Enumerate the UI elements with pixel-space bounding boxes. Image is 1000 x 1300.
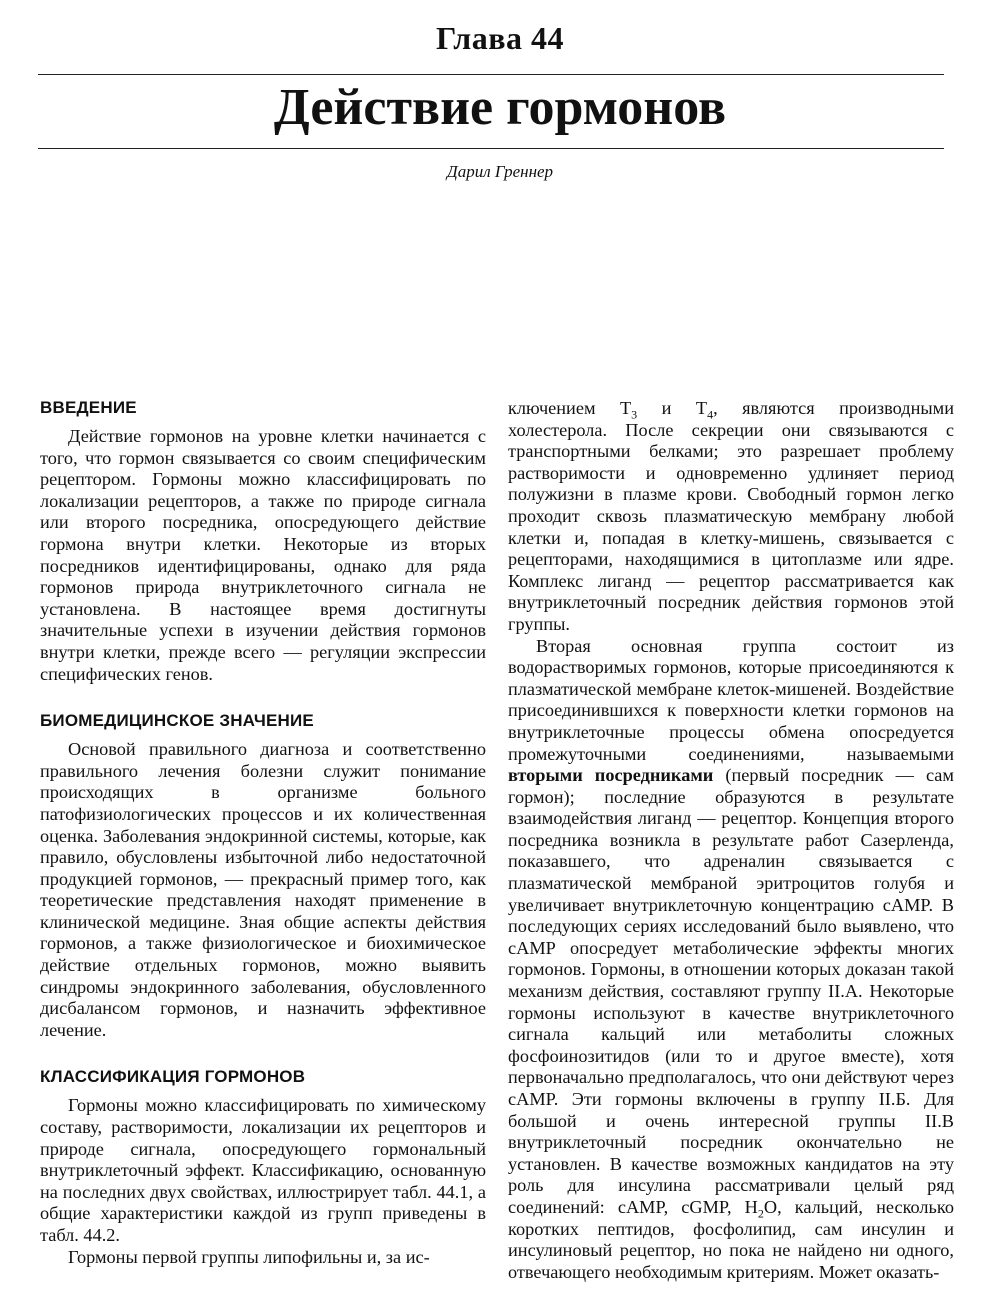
chapter-number: Глава 44 [436,20,564,56]
section-heading-biomedical: БИОМЕДИЦИНСКОЕ ЗНАЧЕНИЕ [40,711,314,731]
chapter-title: Действие гормонов [273,79,727,136]
left-column [40,398,486,1268]
top-rule [38,74,944,75]
classification-paragraph: Гормоны можно классифицировать по химическому составу, растворимости, локализации их рецепторов и природе сигнала, опосредующего гормональный внутриклеточный эффект. Классификацию, основанную на последних двух свойствах, иллюстрирует табл. 44.1, а общие характеристики каждой из групп приведены в табл. 44.2. [40,1095,486,1245]
second-messengers-term: вторыми посредниками [508,765,714,786]
bottom-rule [38,148,944,149]
right-column [508,398,954,1283]
continued-paragraph: ключением $T_3$ и $T_4$, являются производными холестерола. После секреции они связываются с транспортными белками; это разрешает проблему растворимости и одновременно удлиняет период полужизни в плазме крови. Свободный гормон легко проходит сквозь плазматическую мембрану любой клетки и, попадая в клетку-мишень, связывается с рецепторами, находящимися в цитоплазме или ядре. Комплекс лиганд — рецептор рассматривается как внутриклеточный посредник действия гормонов этой группы. [508,398,954,634]
intro-paragraph: Действие гормонов на уровне клетки начинается с того, что гормон связывается со своим специфическим рецептором. Гормоны можно классифицировать по локализации рецепторов, а также по природе сигнала или второго посредника, опосредующего действие гормона внутри клетки. Некоторые из вторых посредников идентифицированы, однако для ряда гормонов природа внутриклеточного сигнала не установлена. В настоящее время достигнуты значительные успехи в изучении действия гормонов внутри клетки, прежде всего — регуляции экспрессии специфических генов. [40,426,486,684]
author-name: Дарил Греннер [446,162,554,181]
second-group-paragraph: Вторая основная группа состоит из водорастворимых гормонов, которые присоединяются к плазматической мембране клеток-мишеней. Воздействие присоединившихся к поверхности клетки гормонов на внутриклеточные процессы обмена опосредуется промежуточными соединениями, называемыми вторыми посредниками (первый посредник — сам гормон); последние образуются в результате взаимодействия лиганд — рецептор. Концепция второго посредника возникла в результате работ Сазерленда, показавшего, что адреналин связывается с плазматической мембраной эритроцитов голубя и увеличивает внутриклеточную концентрацию cAMP. В последующих сериях исследований было выявлено, что cAMP опосредует метаболические эффекты многих гормонов. Гормоны, в отношении которых доказан такой механизм действия, составляют группу II.A. Некоторые гормоны используют в качестве внутриклеточного сигнала кальций или метаболиты сложных фосфоинозитидов (или то и другое вместе), хотя первоначально предполагалось, что они действуют через cAMP. Эти гормоны включены в группу II.Б. Для большой и очень интересной группы II.B внутриклеточный посредник окончательно не установлен. В качестве возможных кандидатов на эту роль для инсулина рассматривали целый ряд соединений: cAMP, cGMP, $H_2O$, кальций, несколько коротких пептидов, фосфолипид, сам инсулин и инсулиновый рецептор, но пока не найдено ни одного, отвечающего необходимым критериям. Может оказать- [508,635,954,1282]
section-heading-intro: ВВЕДЕНИЕ [40,398,137,417]
biomedical-paragraph: Основой правильного диагноза и соответственно правильного лечения болезни служит понимание происходящих в организме больного патофизиологических процессов и их количественная оценка. Заболевания эндокринной системы, которые, как правило, обусловлены избыточной либо недостаточной продукцией гормонов, — прекрасный пример того, как теоретические представления находят применение в клинической медицине. Зная общие аспекты действия гормонов, а также физиологическое и биохимическое действие отдельных гормонов, можно выявить синдромы эндокринного заболевания, обусловленного дисбалансом гормонов, и назначить эффективное лечение. [40,739,486,1040]
first-group-paragraph: Гормоны первой группы липофильны и, за ис- [68,1246,430,1267]
section-heading-classification: КЛАССИФИКАЦИЯ ГОРМОНОВ [40,1067,306,1087]
